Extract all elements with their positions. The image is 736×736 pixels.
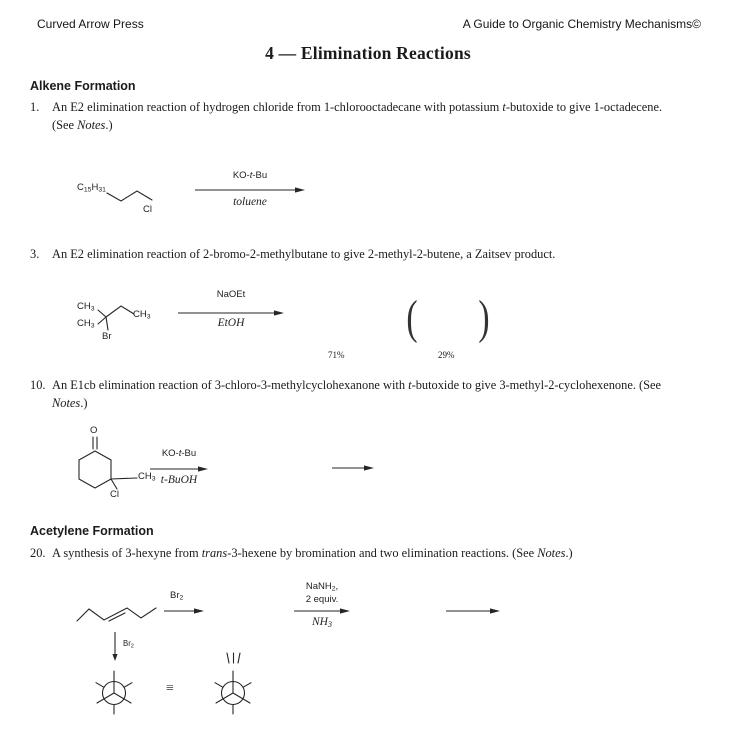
page-title: 4 — Elimination Reactions	[265, 43, 471, 63]
reagent-italic-t: t	[249, 170, 253, 181]
reagent-label-kotbu-10	[148, 448, 210, 459]
formula-c: C	[77, 182, 84, 193]
problem-10-notes: Notes	[52, 396, 81, 410]
paren-open: (	[406, 291, 418, 344]
section-heading-alkene-formation: Alkene Formation	[30, 79, 136, 93]
reagent-label-nanh2	[282, 581, 362, 593]
problem-10-close: .)	[80, 396, 88, 410]
problem-1-line2	[52, 118, 113, 133]
reaction-arrow-20c	[446, 605, 500, 617]
problem-10-italic-t: t	[408, 378, 412, 392]
solvent-text: -BuOH	[163, 474, 198, 486]
reaction-arrow-10b	[332, 462, 374, 474]
reagent-label-equiv: 2 equiv.	[305, 594, 339, 605]
newman-projection-right	[205, 663, 261, 721]
problem-20-italic-trans: trans	[201, 546, 228, 560]
atom-label-o: O	[90, 425, 98, 436]
reagent-italic-t: t	[178, 448, 182, 459]
methyl-label-bottomleft	[77, 318, 95, 330]
problem-1-line1	[52, 100, 662, 115]
problem-10-line2	[52, 396, 87, 411]
yield-major-label: 71%	[328, 350, 345, 360]
nh3-sub: 3	[327, 620, 333, 630]
br-sub: 2	[130, 643, 134, 650]
problem-20-line1	[52, 546, 573, 561]
nanh2-text: NaNH	[305, 581, 332, 592]
molecule-label-c15h31	[77, 182, 106, 194]
ch-text: CH	[77, 301, 91, 312]
problem-20-number: 20.	[30, 546, 46, 560]
yield-minor-label: 29%	[438, 350, 455, 360]
reagent-text: KO-	[232, 170, 250, 181]
ch-text: CH	[138, 471, 152, 482]
problem-10-text-cont: -butoxide to give 3-methyl-2-cyclohexenone. (See	[411, 378, 662, 392]
br-text: Br	[123, 639, 131, 648]
header-publisher: Curved Arrow Press	[37, 17, 144, 31]
reagent-text: KO-	[161, 448, 179, 459]
header-book-title: A Guide to Organic Chemistry Mechanisms©	[462, 17, 701, 31]
nanh2-comma: ,	[335, 581, 339, 592]
problem-3-number: 3.	[30, 247, 40, 261]
problem-1-see: (See	[52, 118, 78, 132]
problem-1-number: 1.	[30, 100, 40, 114]
reagent-label-br2-small	[123, 639, 134, 649]
problem-1-notes: Notes	[77, 118, 106, 132]
reagent-label-br2	[170, 590, 183, 602]
atom-label-br: Br	[102, 331, 112, 342]
ch-sub: 3	[146, 313, 151, 321]
reaction-arrow-20a	[164, 605, 204, 617]
problem-20-text-cont: -3-hexene by bromination and two elimination reactions. (See	[227, 546, 538, 560]
ch-sub: 3	[151, 475, 156, 483]
equivalence-sign: ≡	[166, 681, 174, 696]
problem-3-line1: An E2 elimination reaction of 2-bromo-2-methylbutane to give 2-methyl-2-butene, a Zaitsev product.	[52, 247, 556, 261]
formula-h: H	[91, 182, 99, 193]
reagent-label-kotbu-1	[195, 170, 305, 181]
problem-10-number: 10.	[30, 378, 46, 392]
solvent-italic-t: t	[160, 474, 164, 486]
reaction-arrow-1	[195, 184, 305, 196]
reagent-label-naoet: NaOEt	[216, 289, 246, 300]
newman-projection-left	[86, 663, 142, 721]
ch-sub: 3	[90, 322, 95, 330]
formula-sub31: 31	[98, 186, 106, 194]
nanh2-sub: 2	[331, 585, 336, 593]
nh3-text: NH	[311, 616, 328, 628]
formula-sub15: 15	[83, 186, 92, 194]
br-sub: 2	[179, 594, 184, 602]
ch-text: CH	[77, 318, 91, 329]
ch-text: CH	[133, 309, 147, 320]
problem-1-text: An E2 elimination reaction of hydrogen chloride from 1-chlorooctadecane with potassium	[52, 100, 503, 114]
solvent-label-toluene: toluene	[233, 196, 267, 208]
br-text: Br	[170, 590, 180, 601]
section-heading-acetylene-formation: Acetylene Formation	[30, 524, 154, 538]
problem-1-text-cont: -butoxide to give 1-octadecene.	[505, 100, 663, 114]
reagent-text-cont: -Bu	[181, 448, 197, 459]
ch-sub: 3	[90, 305, 95, 313]
reagent-text-cont: -Bu	[252, 170, 268, 181]
solvent-label-tbuoh	[148, 474, 210, 486]
problem-10-line1	[52, 378, 661, 393]
atom-label-cl: Cl	[143, 204, 152, 215]
methyl-label-topleft	[77, 301, 95, 313]
atom-label-cl-ring: Cl	[110, 489, 119, 500]
problem-1-close: .)	[105, 118, 113, 132]
problem-1-italic-t: t	[502, 100, 506, 114]
solvent-label-etoh: EtOH	[217, 317, 245, 329]
problem-10-text: An E1cb elimination reaction of 3-chloro-3-methylcyclohexanone with	[52, 378, 409, 392]
problem-20-close: .)	[565, 546, 573, 560]
down-arrow-br2	[109, 632, 121, 662]
molecule-2-bromo-2-methylbutane-skeleton	[90, 303, 139, 335]
molecule-trans-3-hexene-skeleton	[74, 600, 160, 626]
paren-close: )	[478, 291, 490, 344]
problem-20-notes: Notes	[537, 546, 566, 560]
solvent-label-nh3	[282, 616, 362, 629]
problem-20-text: A synthesis of 3-hexyne from	[52, 546, 202, 560]
